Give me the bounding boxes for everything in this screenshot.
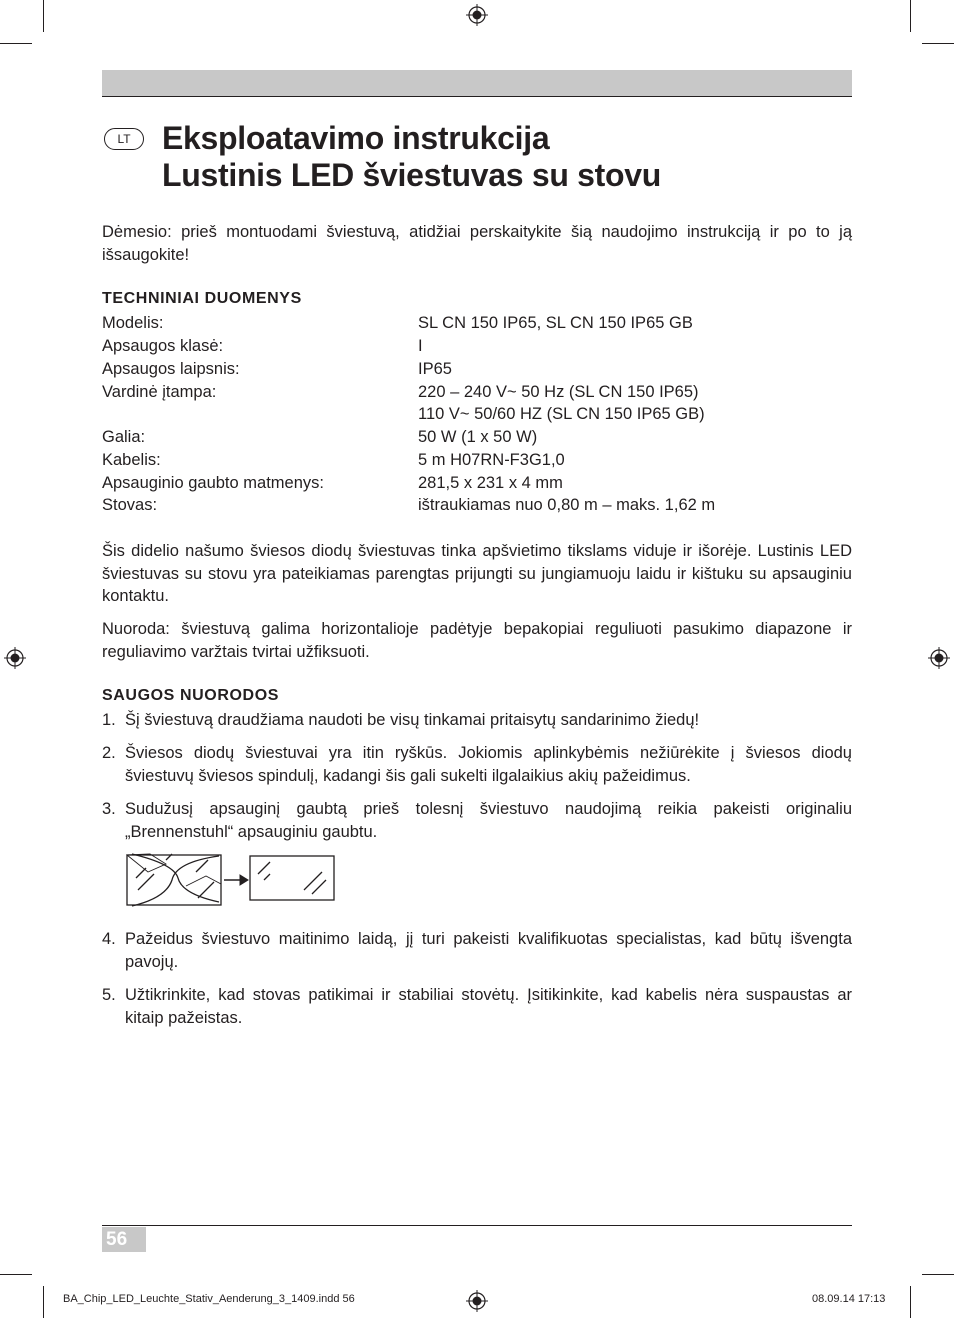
spec-value: SL CN 150 IP65, SL CN 150 IP65 GB xyxy=(418,314,693,332)
note-paragraph: Nuoroda: šviestuvą galima horizontalioje padėtyje bepakopiai reguliuoti pasukimo diapazone ir reguliavimo varžtais tvirtai užfiksuoti. xyxy=(102,620,852,661)
language-badge: LT xyxy=(104,128,144,150)
replace-cover-illustration xyxy=(126,850,338,908)
spec-label: Galia: xyxy=(102,428,146,446)
list-text: Sudužusį apsauginį gaubtą prieš tolesnį šviestuvo naudojimą reikia pakeisti originaliu „Brennenstuhl“ apsauginiu gaubtu. xyxy=(125,800,852,841)
arrow-right-icon xyxy=(224,875,248,885)
spec-label: Stovas: xyxy=(102,496,158,514)
spec-value: 281,5 x 231 x 4 mm xyxy=(418,474,563,492)
crop-mark xyxy=(0,1274,32,1275)
spec-value: 220 – 240 V~ 50 Hz (SL CN 150 IP65) xyxy=(418,383,699,401)
title-line-1: Eksploatavimo instrukcija xyxy=(162,120,550,156)
list-text: Šviesos diodų šviestuvai yra itin ryškūs. Jokiomis aplinkybėmis nežiūrėkite į šviesos diodų šviestuvų šviesos spindulį, kadangi šis gali sukelti ilgalaikius akių pažeidimus. xyxy=(125,744,852,785)
description-paragraph: Šis didelio našumo šviesos diodų šviestuvas tinka apšvietimo tikslams viduje ir išorėje. Lustinis LED šviestuvas su stovu yra pateikiamas parengtas prijungti su jungiamuoju laidu ir kištuku su apsauginiu kontaktu. xyxy=(102,542,852,605)
broken-cover-icon xyxy=(127,854,221,906)
list-number: 1. xyxy=(102,711,116,729)
spec-value: IP65 xyxy=(418,360,452,378)
spec-label: Apsauginio gaubto matmenys: xyxy=(102,474,324,492)
page-number: 56 xyxy=(102,1227,146,1252)
list-text: Užtikrinkite, kad stovas patikimai ir stabiliai stovėtų. Įsitikinkite, kad kabelis nėra suspaustas ar kitaip pažeistas. xyxy=(125,986,852,1027)
tech-data-heading: TECHNINIAI DUOMENYS xyxy=(102,290,302,307)
registration-mark-icon xyxy=(466,4,488,26)
spec-value: 110 V~ 50/60 HZ (SL CN 150 IP65 GB) xyxy=(418,405,705,423)
footer-divider xyxy=(102,1225,852,1226)
spec-label: Vardinė įtampa: xyxy=(102,383,217,401)
registration-mark-icon xyxy=(928,647,950,669)
new-cover-icon xyxy=(250,856,334,900)
crop-mark xyxy=(43,1286,44,1318)
title-line-2: Lustinis LED šviestuvas su stovu xyxy=(162,157,661,193)
intro-paragraph: Dėmesio: prieš montuodami šviestuvą, atidžiai perskaitykite šią naudojimo instrukciją ir po to ją išsaugokite! xyxy=(102,223,852,264)
registration-mark-icon xyxy=(466,1290,488,1312)
spec-value: 5 m H07RN-F3G1,0 xyxy=(418,451,565,469)
spec-value: I xyxy=(418,337,423,355)
list-text: Šį šviestuvą draudžiama naudoti be visų tinkamai pritaisytų sandarinimo žiedų! xyxy=(125,711,700,729)
list-number: 2. xyxy=(102,744,116,762)
crop-mark xyxy=(43,0,44,32)
spec-value: 50 W (1 x 50 W) xyxy=(418,428,538,446)
safety-heading: SAUGOS NUORODOS xyxy=(102,687,280,704)
spec-value: ištraukiamas nuo 0,80 m – maks. 1,62 m xyxy=(418,496,716,514)
spec-label: Apsaugos klasė: xyxy=(102,337,224,355)
spec-label: Modelis: xyxy=(102,314,164,332)
slug-timestamp: 08.09.14 17:13 xyxy=(812,1293,886,1305)
crop-mark xyxy=(910,1286,911,1318)
spec-label: Kabelis: xyxy=(102,451,161,469)
list-number: 4. xyxy=(102,930,116,948)
page-title xyxy=(162,120,661,194)
crop-mark xyxy=(922,1274,954,1275)
header-bar xyxy=(102,70,852,97)
list-number: 5. xyxy=(102,986,116,1004)
crop-mark xyxy=(0,43,32,44)
spec-label: Apsaugos laipsnis: xyxy=(102,360,240,378)
list-number: 3. xyxy=(102,800,116,818)
slug-filename: BA_Chip_LED_Leuchte_Stativ_Aenderung_3_1409.indd 56 xyxy=(63,1293,355,1305)
crop-mark xyxy=(910,0,911,32)
registration-mark-icon xyxy=(4,647,26,669)
list-text: Pažeidus šviestuvo maitinimo laidą, jį turi pakeisti kvalifikuotas specialistas, kad būtų išvengta pavojų. xyxy=(125,930,852,971)
crop-mark xyxy=(922,43,954,44)
